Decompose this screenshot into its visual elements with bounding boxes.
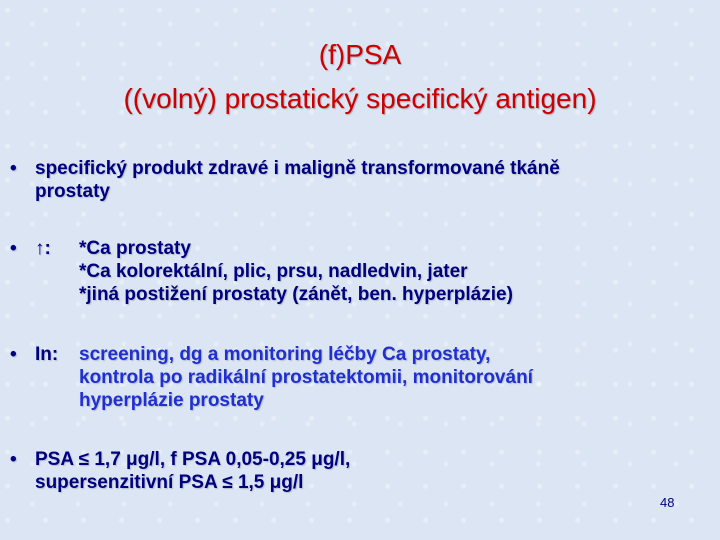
page-number: 48 [660, 495, 675, 510]
bullet-line: PSA ≤ 1,7 μg/l, f PSA 0,05-0,25 μg/l, [35, 449, 351, 470]
bullet-text [35, 448, 700, 494]
bullet-line: *Ca kolorektální, plic, prsu, nadledvin, jater [79, 261, 468, 282]
title-line-2: ((volný) prostatický specifický antigen) [123, 83, 597, 114]
bullet-marker: • [10, 344, 17, 365]
bullet-line: screening, dg a monitoring léčby Ca prostaty, [79, 344, 491, 365]
bullet-head-increase: ↑: [35, 238, 51, 259]
slide-title [0, 33, 720, 121]
title-line-1: (f)PSA [318, 39, 402, 70]
bullet-text [35, 157, 700, 203]
bullet-line: *jiná postižení prostaty (zánět, ben. hyperplázie) [79, 284, 513, 305]
bullet-line: supersenzitivní PSA ≤ 1,5 μg/l [35, 472, 304, 493]
bullet-marker: • [10, 158, 17, 179]
bullet-marker: • [10, 238, 17, 259]
bullet-line: kontrola po radikální prostatektomii, monitorování [79, 367, 533, 388]
bullet-line: *Ca prostaty [79, 238, 191, 259]
bullet-text [79, 237, 513, 306]
bullet-head-indication: In: [35, 344, 59, 365]
bullet-text [79, 343, 533, 412]
bullet-marker: • [10, 449, 17, 470]
bullet-line: prostaty [35, 181, 110, 202]
bullet-line: hyperplázie prostaty [79, 390, 264, 411]
bullet-line: specifický produkt zdravé i maligně transformované tkáně [35, 158, 560, 179]
